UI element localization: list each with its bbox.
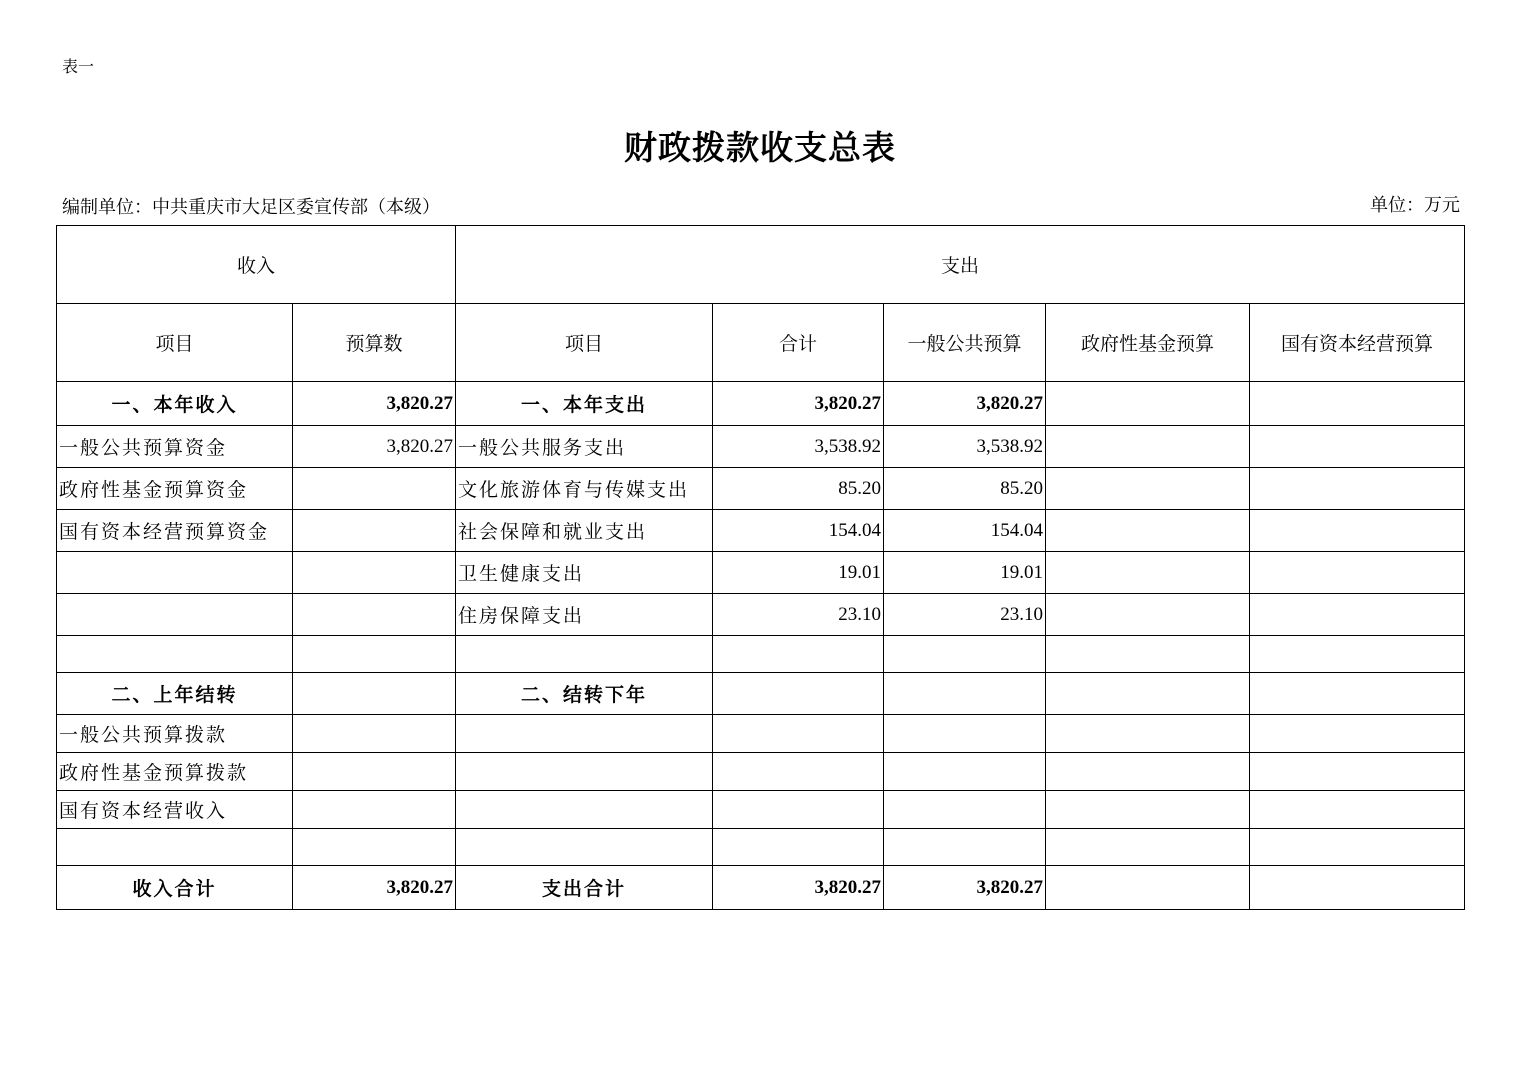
group-header-row: [57, 226, 1465, 304]
expense-item-cell: 社会保障和就业支出: [456, 510, 713, 552]
col-header-state-capital-budget: 国有资本经营预算: [1250, 304, 1465, 382]
fund-budget-cell: [1046, 382, 1250, 426]
income-item-cell: [57, 636, 293, 673]
income-amount-cell: [293, 791, 456, 829]
total-cell: 154.04: [713, 510, 884, 552]
total-cell: 85.20: [713, 468, 884, 510]
income-item-cell: 一、本年收入: [57, 382, 293, 426]
income-amount-cell: 3,820.27: [293, 382, 456, 426]
compiling-unit: 编制单位：中共重庆市大足区委宣传部（本级）: [62, 197, 440, 218]
general-budget-cell: 154.04: [884, 510, 1046, 552]
table-row: [57, 829, 1465, 866]
fund-budget-cell: [1046, 791, 1250, 829]
fund-budget-cell: [1046, 510, 1250, 552]
state-capital-budget-cell: [1250, 382, 1465, 426]
state-capital-budget-cell: [1250, 426, 1465, 468]
income-total-label: 收入合计: [57, 866, 293, 910]
income-group-header: 收入: [57, 226, 456, 304]
income-amount-cell: [293, 829, 456, 866]
state-capital-budget-cell: [1250, 468, 1465, 510]
expense-item-cell: 卫生健康支出: [456, 552, 713, 594]
income-item-cell: 国有资本经营预算资金: [57, 510, 293, 552]
general-budget-cell: [884, 715, 1046, 753]
table-row: [57, 791, 1465, 829]
expense-item-cell: [456, 791, 713, 829]
total-cell: [713, 715, 884, 753]
expense-item-cell: 一、本年支出: [456, 382, 713, 426]
state-capital-budget-cell: [1250, 715, 1465, 753]
table-label: 表一: [62, 57, 95, 76]
income-amount-cell: [293, 552, 456, 594]
table-row: [57, 673, 1465, 715]
state-capital-budget-cell: [1250, 753, 1465, 791]
state-capital-budget-cell: [1250, 829, 1465, 866]
total-cell: 23.10: [713, 594, 884, 636]
income-item-cell: 二、上年结转: [57, 673, 293, 715]
total-cell: [713, 753, 884, 791]
table-row: [57, 468, 1465, 510]
income-amount-cell: [293, 594, 456, 636]
income-total-amount: 3,820.27: [293, 866, 456, 910]
general-budget-cell: 23.10: [884, 594, 1046, 636]
income-amount-cell: [293, 753, 456, 791]
col-header-budget-amount: 预算数: [293, 304, 456, 382]
fund-budget-cell: [1046, 468, 1250, 510]
expense-group-header: 支出: [456, 226, 1465, 304]
state-capital-budget-cell: [1250, 552, 1465, 594]
table-row: [57, 382, 1465, 426]
table-row: [57, 753, 1465, 791]
state-capital-budget-cell: [1250, 594, 1465, 636]
col-header-income-item: 项目: [57, 304, 293, 382]
general-budget-cell: 85.20: [884, 468, 1046, 510]
fund-budget-cell: [1046, 426, 1250, 468]
general-budget-cell: 3,820.27: [884, 382, 1046, 426]
expense-item-cell: [456, 636, 713, 673]
expense-total-cell: 3,820.27: [713, 866, 884, 910]
col-header-general-budget: 一般公共预算: [884, 304, 1046, 382]
income-item-cell: 一般公共预算资金: [57, 426, 293, 468]
expense-item-cell: [456, 829, 713, 866]
fund-budget-cell: [1046, 715, 1250, 753]
income-amount-cell: [293, 673, 456, 715]
fund-budget-cell: [1046, 753, 1250, 791]
fund-budget-cell: [1046, 673, 1250, 715]
expense-item-cell: 文化旅游体育与传媒支出: [456, 468, 713, 510]
total-cell: [713, 636, 884, 673]
state-capital-budget-cell: [1250, 673, 1465, 715]
general-budget-cell: 19.01: [884, 552, 1046, 594]
income-item-cell: 政府性基金预算资金: [57, 468, 293, 510]
expense-item-cell: 一般公共服务支出: [456, 426, 713, 468]
general-budget-cell: [884, 753, 1046, 791]
income-item-cell: 国有资本经营收入: [57, 791, 293, 829]
general-budget-cell: [884, 829, 1046, 866]
fund-budget-cell: [1046, 636, 1250, 673]
state-capital-budget-cell: [1250, 791, 1465, 829]
state-capital-budget-cell: [1250, 636, 1465, 673]
total-cell: [713, 673, 884, 715]
state-capital-budget-total-cell: [1250, 866, 1465, 910]
col-header-total: 合计: [713, 304, 884, 382]
table-row: [57, 552, 1465, 594]
table-row: [57, 715, 1465, 753]
income-amount-cell: [293, 715, 456, 753]
total-cell: 3,538.92: [713, 426, 884, 468]
income-item-cell: 一般公共预算拨款: [57, 715, 293, 753]
total-cell: 19.01: [713, 552, 884, 594]
expense-item-cell: 住房保障支出: [456, 594, 713, 636]
income-item-cell: [57, 594, 293, 636]
general-budget-cell: 3,538.92: [884, 426, 1046, 468]
general-budget-cell: [884, 791, 1046, 829]
totals-row: [57, 866, 1465, 910]
general-budget-cell: [884, 673, 1046, 715]
fund-budget-cell: [1046, 829, 1250, 866]
total-cell: [713, 791, 884, 829]
total-cell: [713, 829, 884, 866]
table-row: [57, 426, 1465, 468]
income-amount-cell: 3,820.27: [293, 426, 456, 468]
expense-total-label: 支出合计: [456, 866, 713, 910]
fund-budget-total-cell: [1046, 866, 1250, 910]
budget-summary-table: [56, 225, 1465, 910]
state-capital-budget-cell: [1250, 510, 1465, 552]
currency-unit: 单位：万元: [1370, 195, 1460, 216]
table-row: [57, 636, 1465, 673]
expense-item-cell: 二、结转下年: [456, 673, 713, 715]
income-amount-cell: [293, 468, 456, 510]
table-row: [57, 510, 1465, 552]
income-amount-cell: [293, 636, 456, 673]
income-amount-cell: [293, 510, 456, 552]
income-item-cell: 政府性基金预算拨款: [57, 753, 293, 791]
col-header-fund-budget: 政府性基金预算: [1046, 304, 1250, 382]
col-header-expense-item: 项目: [456, 304, 713, 382]
expense-item-cell: [456, 715, 713, 753]
total-cell: 3,820.27: [713, 382, 884, 426]
income-item-cell: [57, 552, 293, 594]
expense-item-cell: [456, 753, 713, 791]
general-budget-cell: [884, 636, 1046, 673]
general-budget-total-cell: 3,820.27: [884, 866, 1046, 910]
fund-budget-cell: [1046, 552, 1250, 594]
document-title: 财政拨款收支总表: [624, 128, 896, 167]
column-header-row: [57, 304, 1465, 382]
income-item-cell: [57, 829, 293, 866]
table-row: [57, 594, 1465, 636]
fund-budget-cell: [1046, 594, 1250, 636]
